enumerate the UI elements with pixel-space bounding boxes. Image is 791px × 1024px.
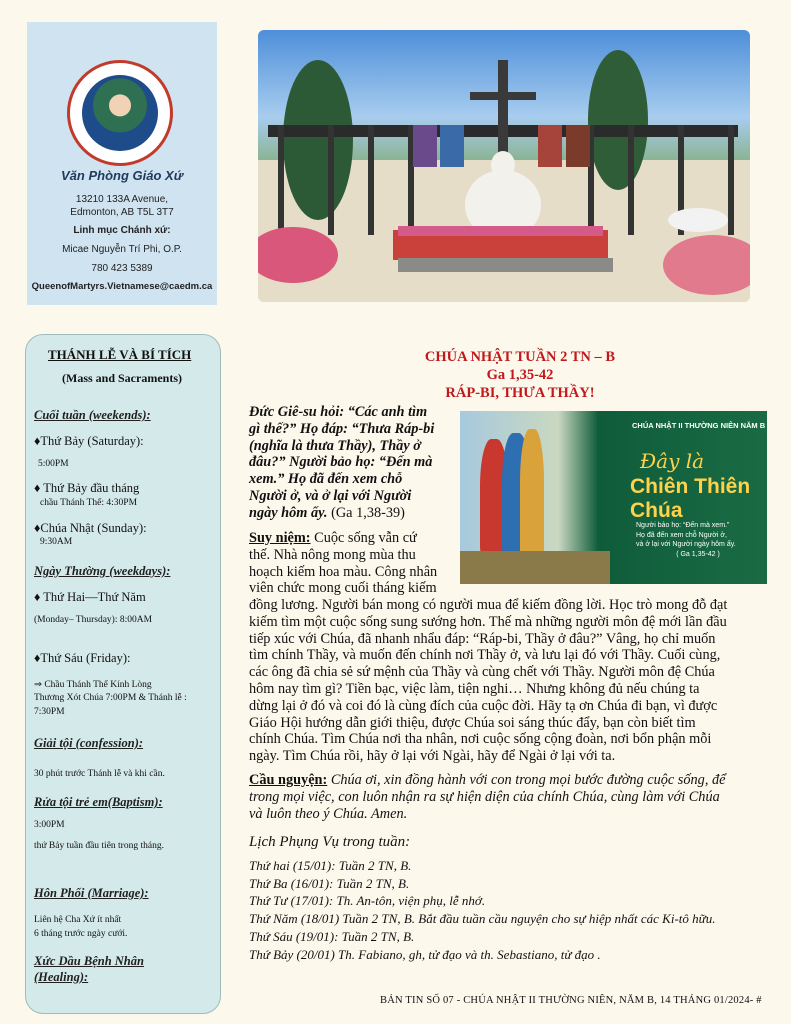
liturgy-day: Thứ Sáu (19/01): Tuần 2 TN, B. <box>249 928 415 944</box>
prayer-section: Cầu nguyện: Chúa ơi, xin đồng hành với con trong mọi bước đường cuộc sống, để trong mọi việc, con luôn nhận ra sự hiện diện của chính Chúa, cùng làm với Chúa và luôn theo ý Chúa. Amen. <box>249 772 726 822</box>
mass-sacraments-sidebar <box>25 334 221 1014</box>
illustration-title-line2: Chiên Thiên Chúa <box>630 475 751 522</box>
illustration-title-line1: Đây là <box>640 449 705 473</box>
weekday-heading: Ngày Thường (weekdays): <box>34 564 171 578</box>
mon-thu-label: ♦ Thứ Hai—Thứ Năm <box>34 590 146 604</box>
office-phone: 780 423 5389 <box>91 263 153 274</box>
marriage-info-line1: Liên hệ Cha Xứ ít nhất <box>34 915 122 925</box>
healing-heading-line2: (Healing): <box>34 970 89 984</box>
friday-mass-time: 7:30PM <box>34 707 65 717</box>
church-shrine-photo <box>258 30 750 302</box>
office-email[interactable]: QueenofMartyrs.Vietnamese@caedm.ca <box>31 281 213 292</box>
marriage-info-line2: 6 tháng trước ngày cưới. <box>34 929 128 939</box>
parish-office-card <box>27 22 217 305</box>
reflection-label: Suy niệm: <box>249 530 311 546</box>
mon-thu-time: (Monday– Thursday): 8:00AM <box>34 615 153 625</box>
baptism-note: thứ Bảy tuần đầu tiên trong tháng. <box>34 841 164 851</box>
friday-label: ♦Thứ Sáu (Friday): <box>34 651 131 665</box>
office-title: Văn Phòng Giáo Xứ <box>61 168 183 183</box>
sidebar-subtitle: (Mass and Sacraments) <box>62 371 182 385</box>
healing-heading-line1: Xức Dầu Bệnh Nhân <box>34 954 144 968</box>
sunday-time: 9:30AM <box>40 537 73 547</box>
baptism-time: 3:00PM <box>34 820 65 830</box>
gospel-quote: Đức Giê-su hỏi: “Các anh tìm gì thế?” Họ đáp: “Thưa Ráp-bi (nghĩa là thưa Thầy), Thầy ở đâu?” Người bảo họ: “Đến mà xem.” Họ đã đến xem chỗ Người ở, và ở lại với Người ngày hôm ấy. (Ga 1,38-39) <box>249 404 435 521</box>
liturgy-day: Thứ Năm (18/01) Tuần 2 TN, B. Bắt đầu tuần cầu nguyện cho sự hiệp nhất các Ki-tô hữu. <box>249 911 716 927</box>
reflection-body: đồng lương. Người bán mong có người mua để kiếm đồng lời. Học trò mong đỗ đạt kiếm tìm một cuộc sống sung sướng hơn. Thế mà những người môn đệ mới lần đầu tiếp xúc với Chúa, đã nhanh nhẩu đáp: “Ráp-bi, Thầy ở đâu?” Vâng, họ chỉ muốn tìm chính Thầy, và muốn đến chính nơi Thầy ở, và lưu lại đó với Thầy. Cuối cùng, các ông đã chia sẻ sứ mệnh của Thầy và cùng chết với Thầy. Người môn đệ Chúa hôm nay tìm gì? Tiền bạc, việc làm, tiện nghi… Nhưng không đủ nếu chúng ta dừng lại ở đó và coi đó là cùng đích của cuộc đời. Hãy tạ ơn Chúa đi bạn, vì được Giáo Hội hướng dẫn giới thiệu, được Chúa soi sáng thúc đẩy, bạn còn biết tìm chính Chúa. Tìm Chúa nơi tha nhân, nơi cuộc sống cộng đoàn, nơi bổn phận mỗi ngày. Tìm Chúa rồi, hãy ở lại với Ngài, hãy để Ngài ở lại với ta. <box>249 597 728 765</box>
theme-title: RÁP-BI, THƯA THẦY! <box>445 385 595 401</box>
confession-heading: Giải tội (confession): <box>34 736 144 750</box>
office-address-line2: Edmonton, AB T5L 3T7 <box>70 207 174 218</box>
sunday-title: CHÚA NHẬT TUẦN 2 TN – B <box>424 349 616 365</box>
pastor-name: Micae Nguyễn Trí Phi, O.P. <box>62 244 182 255</box>
illustration-quote: Người bảo họ: “Đến mà xem.” Họ đã đến xem chỗ Người ở, và ở lại với Người ngày hôm ấy. ( Ga 1,35-42 ) <box>636 522 736 558</box>
marriage-heading: Hôn Phối (Marriage): <box>34 886 149 900</box>
parish-logo-seal <box>67 60 173 166</box>
pastor-label: Linh mục Chánh xứ: <box>73 225 171 236</box>
liturgy-day: Thứ Bảy (20/01) Th. Fabiano, gh, tử đạo và th. Sebastiano, tử đạo . <box>249 946 601 962</box>
baptism-heading: Rửa tội trẻ em(Baptism): <box>34 795 163 809</box>
weekend-heading: Cuối tuần (weekends): <box>34 408 151 422</box>
liturgy-day: Thứ Ba (16/01): Tuần 2 TN, B. <box>249 875 410 891</box>
first-saturday-adoration: chầu Thánh Thể: 4:30PM <box>40 498 138 508</box>
bulletin-footer: BẢN TIN SỐ 07 - CHÚA NHẬT II THƯỜNG NIÊN, NĂM B, 14 THÁNG 01/2024- # <box>380 995 762 1006</box>
friday-adoration-line1: ⇒ Chầu Thánh Thể Kính Lòng <box>34 680 152 690</box>
reflection-intro: Suy niệm: Cuộc sống vẫn cứ thế. Nhà nông mong mùa thu hoạch kiếm hoa màu. Công nhân viên chức mong cuối tháng kiếm <box>249 530 438 597</box>
lamb-of-god-illustration <box>460 411 767 584</box>
saturday-time: 5:00PM <box>38 459 69 469</box>
saturday-label: ♦Thứ Bảy (Saturday): <box>34 434 144 448</box>
office-address-line1: 13210 133A Avenue, <box>75 194 169 205</box>
liturgy-title: Lịch Phụng Vụ trong tuần: <box>249 834 411 850</box>
gospel-reference: Ga 1,35-42 <box>486 367 554 383</box>
illustration-header: CHÚA NHẬT II THƯỜNG NIÊN NĂM B <box>632 421 766 430</box>
friday-adoration-line2: Thương Xót Chúa 7:00PM & Thánh lễ : <box>34 693 187 703</box>
first-saturday-label: ♦ Thứ Bảy đầu tháng <box>34 481 140 495</box>
liturgy-list <box>249 857 716 963</box>
sunday-label: ♦Chúa Nhật (Sunday): <box>34 521 147 535</box>
confession-info: 30 phút trước Thánh lễ và khi cần. <box>34 769 165 779</box>
prayer-label: Cầu nguyện: <box>249 772 328 788</box>
liturgy-day: Thứ Tư (17/01): Th. An-tôn, viện phụ, lễ nhớ. <box>249 893 486 909</box>
liturgy-day: Thứ hai (15/01): Tuần 2 TN, B. <box>249 858 412 873</box>
sidebar-title: THÁNH LỄ VÀ BÍ TÍCH <box>48 347 192 362</box>
